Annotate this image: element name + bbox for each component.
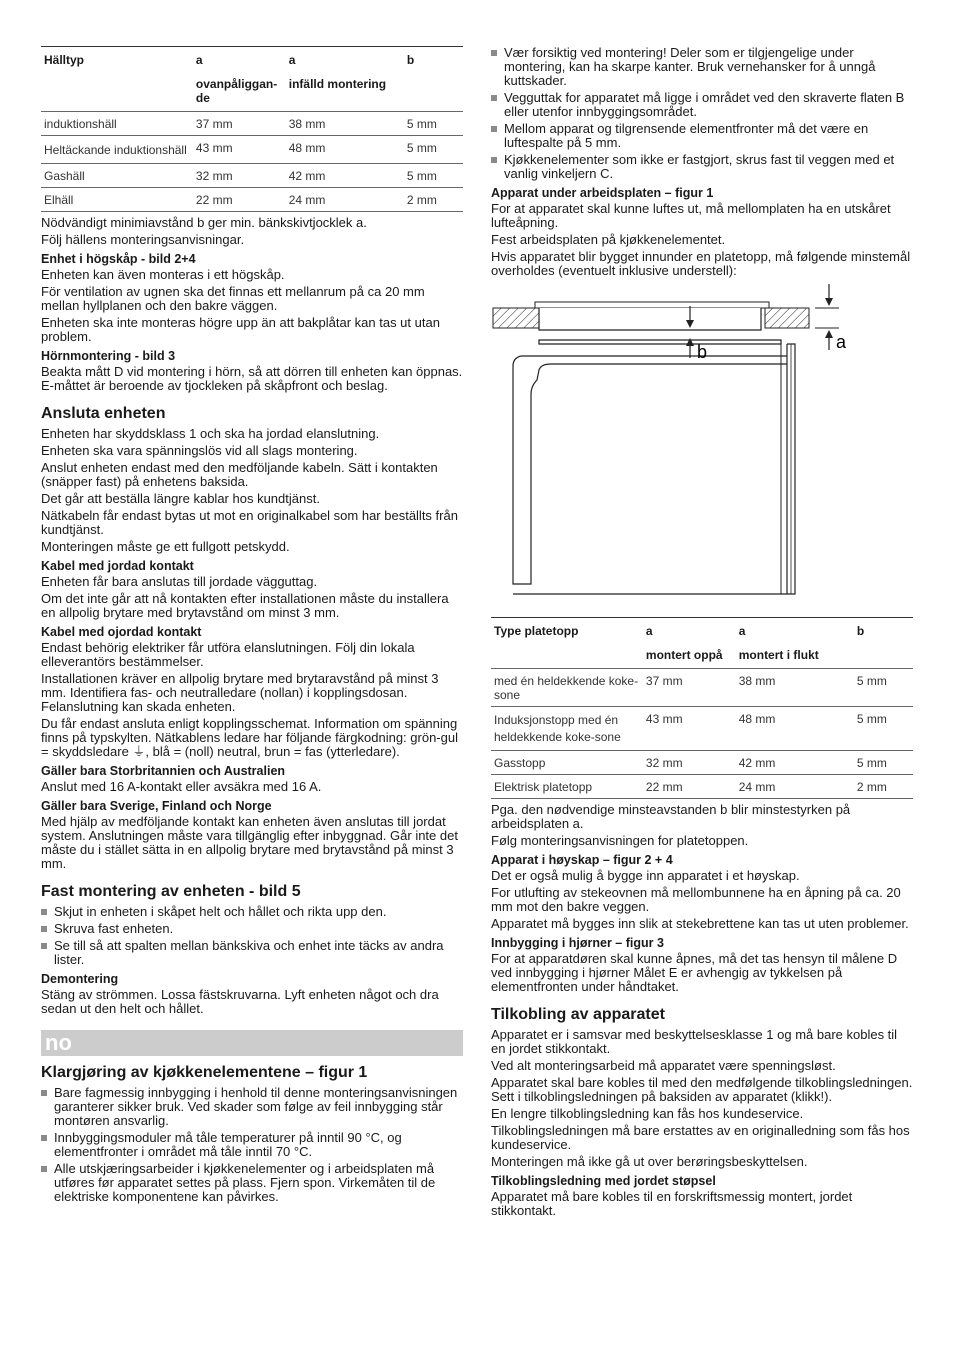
subheading-ojordad: Kabel med ojordad kontakt xyxy=(41,625,202,639)
table-cell: Elhäll xyxy=(41,188,193,212)
table-cell: 24 mm xyxy=(286,188,404,212)
table-header-cell: b xyxy=(406,53,415,67)
table-cell: 42 mm xyxy=(736,751,854,775)
paragraph: Pga. den nødvendige minsteavstanden b blir minstestyrken på arbeidsplaten a. xyxy=(491,802,851,831)
heading-fast-montering: Fast montering av enheten - bild 5 xyxy=(41,883,301,900)
table-header-cell: Hälltyp xyxy=(44,53,85,67)
bullet-list xyxy=(41,905,463,967)
table-row xyxy=(41,112,463,136)
table-cell: Gashäll xyxy=(41,164,193,188)
list-item: Skjut in enheten i skåpet helt och hållet och rikta upp den. xyxy=(41,905,463,919)
list-item: Vegguttak for apparatet må ligge i området ved den skraverte flaten B eller utenfor innbyggingsområdet. xyxy=(491,91,913,119)
paragraph: Anslut enheten endast med den medföljande kabeln. Sätt i kontakten (snäpper fast) på enhetens baksida. xyxy=(41,460,438,489)
paragraph: Med hjälp av medföljande kontakt kan enheten även anslutas till jordat system. Anslutningen måste vara tillgänglig efter inbyggnad. Går inte det måste du i stället sätta in en allpolig brytare med brytavstånd på minst 3 mm. xyxy=(41,814,458,871)
table-cell: 48 mm xyxy=(286,136,404,164)
paragraph: För ventilation av ugnen ska det finnas ett mellanrum på ca 20 mm mellan hyllplanen och den bakre väggen. xyxy=(41,284,425,313)
table-row xyxy=(41,136,463,164)
table-cell: 2 mm xyxy=(404,188,463,212)
paragraph: Følg monteringsanvisningen for platetoppen. xyxy=(491,833,749,848)
table-row xyxy=(491,669,913,707)
worktop-right xyxy=(765,308,809,328)
list-item: Bare fagmessig innbygging i henhold til denne monteringsanvisningen garanterer sikker bruk. Ved skader som følge av feil innbygging står montøren ansvarlig. xyxy=(41,1086,463,1128)
subheading-hogskap: Enhet i högskåp - bild 2+4 xyxy=(41,252,196,266)
table-cell: 38 mm xyxy=(286,112,404,136)
paragraph: Installationen kräver en allpolig brytare med brytaravstånd på minst 3 mm. Identifiera fas- och neutralledare (nollan) i kopplingsdosan. Felanslutning kan skada enheten. xyxy=(41,671,439,714)
paragraph: Monteringen må ikke gå ut over berøringsbeskyttelsen. xyxy=(491,1154,808,1169)
table-cell: 48 mm xyxy=(736,707,854,751)
paragraph: Enheten ska vara spänningslös vid all slags montering. xyxy=(41,443,358,458)
dim-label-a: a xyxy=(836,332,847,352)
paragraph: Fest arbeidsplaten på kjøkkenelementet. xyxy=(491,232,726,247)
subheading-sfn: Gäller bara Sverige, Finland och Norge xyxy=(41,799,272,813)
paragraph: En lengre tilkoblingsledning kan fås hos kundeservice. xyxy=(491,1106,804,1121)
paragraph: Stäng av strömmen. Lossa fästskruvarna. Lyft enheten något och dra sedan ut den helt och hållet. xyxy=(41,987,439,1016)
table-cell: 5 mm xyxy=(404,136,463,164)
subheading-hornmontering: Hörnmontering - bild 3 xyxy=(41,349,176,363)
heading-klargjoring: Klargjøring av kjøkkenelementene – figur 1 xyxy=(41,1064,368,1081)
worktop-left xyxy=(493,308,539,328)
table-cell: 43 mm xyxy=(193,136,286,164)
paragraph: Ved alt monteringsarbeid må apparatet være spenningsløst. xyxy=(491,1058,836,1073)
list-item: Skruva fast enheten. xyxy=(41,922,463,936)
paragraph: Endast behörig elektriker får utföra elanslutningen. Följ din lokala elleverantörs bestämmelser. xyxy=(41,640,415,669)
subheading-jordad: Kabel med jordad kontakt xyxy=(41,559,194,573)
table-cell: Heltäckande induktionshäll xyxy=(41,136,193,164)
paragraph: Apparatet skal bare kobles til med den medfølgende tilkoblingsledningen. Sett i tilkoblingsledningen på baksiden av apparatet (klikk!). xyxy=(491,1075,913,1104)
paragraph: Anslut med 16 A-kontakt eller avsäkra med 16 A. xyxy=(41,779,322,794)
table-header xyxy=(491,618,913,669)
table-cell: 5 mm xyxy=(404,112,463,136)
paragraph: Enheten kan även monteras i ett högskåp. xyxy=(41,267,285,282)
paragraph: For at apparatdøren skal kunne åpnes, må det tas hensyn til målene D ved innbygging i hjørner Målet E er avhengig av tykkelsen på elementfronten under håndtaket. xyxy=(491,951,898,994)
table-row xyxy=(491,775,913,799)
paragraph: Du får endast ansluta enligt kopplingsschemat. Information om spänning finns på typskylten. Nätkablens ledare har följande färgkodning: grön-gul = skyddsledare ⏚, blå = (noll) neutral, brun = fas (ytterledare). xyxy=(41,716,458,759)
table-row xyxy=(491,751,913,775)
paragraph: Det er også mulig å bygge inn apparatet i et høyskap. xyxy=(491,868,800,883)
table-cell: 2 mm xyxy=(854,775,913,799)
paragraph: For utlufting av stekeovnen må mellombunnene ha en åpning på ca. 20 mm mot den bakre veggen. xyxy=(491,885,901,914)
installation-figure xyxy=(491,284,913,609)
paragraph: Följ hällens monteringsanvisningar. xyxy=(41,232,245,247)
table-row xyxy=(41,164,463,188)
paragraph: Nödvändigt minimiavstånd b ger min. bänkskivtjocklek a. xyxy=(41,215,367,230)
subheading-demontering: Demontering xyxy=(41,972,119,986)
table-cell: 32 mm xyxy=(643,751,736,775)
oven-body xyxy=(513,340,795,594)
table-cell: 5 mm xyxy=(854,751,913,775)
paragraph: Apparatet må bygges inn slik at stekebrettene kan tas ut uten problemer. xyxy=(491,916,909,931)
dim-label-b: b xyxy=(697,342,708,362)
subheading-hoyskap: Apparat i høyskap – figur 2 + 4 xyxy=(491,853,673,867)
table-cell: 5 mm xyxy=(854,707,913,751)
bullet-list xyxy=(491,46,913,181)
table-cell: 42 mm xyxy=(286,164,404,188)
table-cell: med én heldekkende koke-sone xyxy=(491,669,643,707)
table-cell: Elektrisk platetopp xyxy=(491,775,643,799)
oven-under-hob-diagram xyxy=(491,284,913,604)
paragraph: Enheten har skyddsklass 1 och ska ha jordad elanslutning. xyxy=(41,426,380,441)
paragraph: Det går att beställa längre kablar hos kundtjänst. xyxy=(41,491,320,506)
table-header-cell: Type platetopp xyxy=(494,624,579,638)
table-cell: 22 mm xyxy=(643,775,736,799)
table-cell: 5 mm xyxy=(854,669,913,707)
table-header-cell: a montert i flukt xyxy=(738,624,819,662)
hob xyxy=(535,302,769,308)
language-bar: no xyxy=(41,1030,463,1056)
hob-table-sv xyxy=(41,46,463,212)
table-cell: 5 mm xyxy=(404,164,463,188)
table-header-cell: a infälld montering xyxy=(288,53,387,91)
heading-ansluta: Ansluta enheten xyxy=(41,405,166,422)
table-cell: 32 mm xyxy=(193,164,286,188)
list-item: Alle utskjæringsarbeider i kjøkkenelementer og i arbeidsplaten må utføres før apparatet settes på plass. Fjern spon. Virkemåten til de elektriske komponentene kan påvirkes. xyxy=(41,1162,463,1204)
paragraph: Hvis apparatet blir bygget innunder en platetopp, må følgende minstemål overholdes (eventuelt inklusive understell): xyxy=(491,249,911,278)
list-item: Mellom apparat og tilgrensende elementfronter må det være en luftespalte på 5 mm. xyxy=(491,122,913,150)
paragraph: Monteringen måste ge ett fullgott petskydd. xyxy=(41,539,290,554)
table-row xyxy=(41,188,463,212)
left-column xyxy=(41,46,463,1207)
paragraph: Tilkoblingsledningen må bare erstattes av en originalledning som fås hos kundeservice. xyxy=(491,1123,910,1152)
table-cell: 37 mm xyxy=(643,669,736,707)
list-item: Kjøkkenelementer som ikke er fastgjort, skrus fast til veggen med et vanlig vinkeljern C. xyxy=(491,153,913,181)
paragraph: Apparatet er i samsvar med beskyttelsesklasse 1 og må bare kobles til en jordet stikkontakt. xyxy=(491,1027,898,1056)
list-item: Innbyggingsmoduler må tåle temperaturer på inntil 90 °C, og elementfronter i området må tåle inntil 70 °C. xyxy=(41,1131,463,1159)
table-cell: 37 mm xyxy=(193,112,286,136)
list-item: Vær forsiktig ved montering! Deler som er tilgjengelige under montering, kan ha skarpe kanter. Bruk vernehansker for å unngå kuttskader. xyxy=(491,46,913,88)
paragraph: Apparatet må bare kobles til en forskriftsmessig montert, jordet stikkontakt. xyxy=(491,1189,853,1218)
subheading-hjorner: Innbygging i hjørner – figur 3 xyxy=(491,936,664,950)
table-cell: Induksjonstopp med én heldekkende koke-sone xyxy=(491,707,643,751)
table-cell: 43 mm xyxy=(643,707,736,751)
table-cell: Gasstopp xyxy=(491,751,643,775)
paragraph: Beakta mått D vid montering i hörn, så att dörren till enheten kan öppnas. E-måttet är beroende av tjockleken på skåpfront och beslag. xyxy=(41,364,463,393)
table-cell: 22 mm xyxy=(193,188,286,212)
heading-tilkobling: Tilkobling av apparatet xyxy=(491,1006,665,1023)
subheading-gb: Gäller bara Storbritannien och Australien xyxy=(41,764,286,778)
table-header-cell: a ovanpåliggan-de xyxy=(195,53,278,105)
table-row xyxy=(491,707,913,751)
table-header-cell: a montert oppå xyxy=(645,624,723,662)
subheading-jordet-stopsel: Tilkoblingsledning med jordet støpsel xyxy=(491,1174,716,1188)
table-cell: induktionshäll xyxy=(41,112,193,136)
table-header-cell: b xyxy=(856,624,865,638)
subheading-under: Apparat under arbeidsplaten – figur 1 xyxy=(491,186,714,200)
table-cell: 24 mm xyxy=(736,775,854,799)
paragraph: For at apparatet skal kunne luftes ut, må mellomplaten ha en utskåret lufteåpning. xyxy=(491,201,891,230)
paragraph: Enheten ska inte monteras högre upp än att bakplåtar kan tas ut utan problem. xyxy=(41,315,440,344)
list-item: Se till så att spalten mellan bänkskiva och enhet inte täcks av andra lister. xyxy=(41,939,463,967)
hob-body xyxy=(539,308,761,330)
hob-table-no xyxy=(491,617,913,799)
paragraph: Nätkabeln får endast bytas ut mot en originalkabel som har beställts från kundtjänst. xyxy=(41,508,458,537)
right-column xyxy=(491,46,913,1221)
paragraph: Enheten får bara anslutas till jordade vägguttag. xyxy=(41,574,318,589)
table-header xyxy=(41,47,463,112)
table-cell: 38 mm xyxy=(736,669,854,707)
paragraph: Om det inte går att nå kontakten efter installationen måste du installera en allpolig brytare med brytavstånd om minst 3 mm. xyxy=(41,591,449,620)
bullet-list xyxy=(41,1086,463,1204)
